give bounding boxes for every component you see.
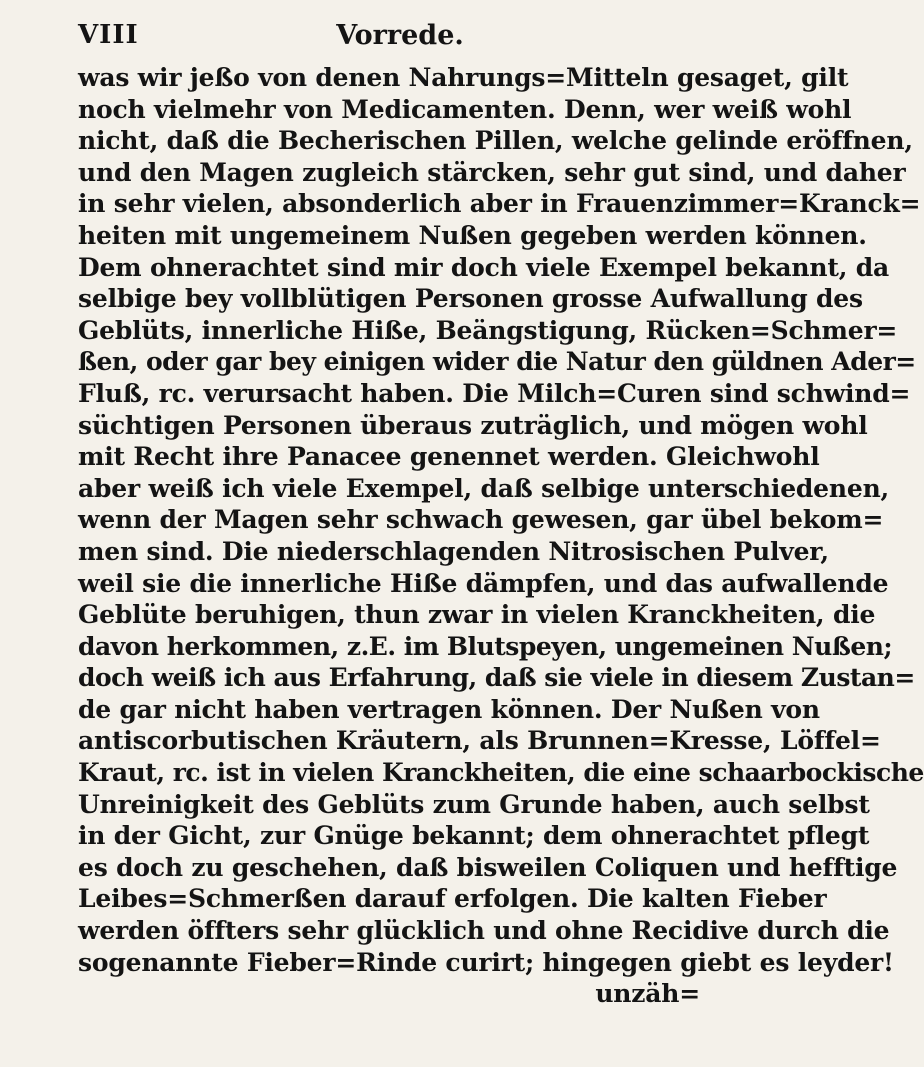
text-line: und den Magen zugleich stärcken, sehr gut sind, und daher	[78, 157, 906, 187]
text-line: de gar nicht haben vertragen können. Der Nußen von	[78, 694, 820, 724]
running-title: Vorrede.	[336, 20, 464, 51]
text-line: heiten mit ungemeinem Nußen gegeben werden können.	[78, 220, 867, 250]
text-line: Fluß, rc. verursacht haben. Die Milch=Curen sind schwind=	[78, 378, 911, 408]
text-line: ßen, oder gar bey einigen wider die Natur den güldnen Ader=	[78, 347, 916, 377]
text-line: nicht, daß die Becherischen Pillen, welche gelinde eröffnen,	[78, 126, 913, 156]
page-number: VIII	[78, 20, 139, 50]
text-line: süchtigen Personen überaus zuträglich, und mögen wohl	[78, 410, 868, 440]
catchword: unzäh=	[595, 979, 700, 1009]
text-line: selbige bey vollblütigen Personen grosse Aufwallung des	[78, 284, 863, 314]
body-text	[78, 62, 924, 1010]
text-line: davon herkommen, z.E. im Blutspeyen, ungemeinen Nußen;	[78, 631, 893, 661]
text-line: Geblüts, innerliche Hiße, Beängstigung, Rücken=Schmer=	[78, 315, 898, 345]
text-line: in sehr vielen, absonderlich aber in Frauenzimmer=Kranck=	[78, 189, 921, 219]
text-line: Kraut, rc. ist in vielen Kranckheiten, die eine schaarbockische	[78, 758, 924, 788]
text-line: Leibes=Schmerßen darauf erfolgen. Die kalten Fieber	[78, 884, 827, 914]
running-head	[78, 14, 722, 54]
text-line: weil sie die innerliche Hiße dämpfen, und das aufwallende	[78, 568, 889, 598]
text-line: es doch zu geschehen, daß bisweilen Coliquen und hefftige	[78, 852, 898, 882]
text-line: Unreinigkeit des Geblüts zum Grunde haben, auch selbst	[78, 789, 870, 819]
text-line: mit Recht ihre Panacee genennet werden. Gleichwohl	[78, 442, 820, 472]
text-line: wenn der Magen sehr schwach gewesen, gar übel bekom=	[78, 505, 884, 535]
text-line: was wir jeßo von denen Nahrungs=Mitteln gesaget, gilt	[78, 63, 849, 92]
text-line: aber weiß ich viele Exempel, daß selbige unterschiedenen,	[78, 473, 890, 503]
text-line: Geblüte beruhigen, thun zwar in vielen Kranckheiten, die	[78, 600, 876, 630]
text-line: men sind. Die niederschlagenden Nitrosischen Pulver,	[78, 536, 829, 566]
text-line: doch weiß ich aus Erfahrung, daß sie viele in diesem Zustan=	[78, 663, 915, 693]
text-line: werden öffters sehr glücklich und ohne Recidive durch die	[78, 916, 890, 946]
text-line: Dem ohnerachtet sind mir doch viele Exempel bekannt, da	[78, 252, 889, 282]
text-line: in der Gicht, zur Gnüge bekannt; dem ohnerachtet pflegt	[78, 821, 870, 851]
text-line: noch vielmehr von Medicamenten. Denn, wer weiß wohl	[78, 94, 852, 124]
text-line: antiscorbutischen Kräutern, als Brunnen=Kresse, Löffel=	[78, 726, 881, 756]
text-line: sogenannte Fieber=Rinde curirt; hingegen giebt es leyder!	[78, 947, 894, 977]
